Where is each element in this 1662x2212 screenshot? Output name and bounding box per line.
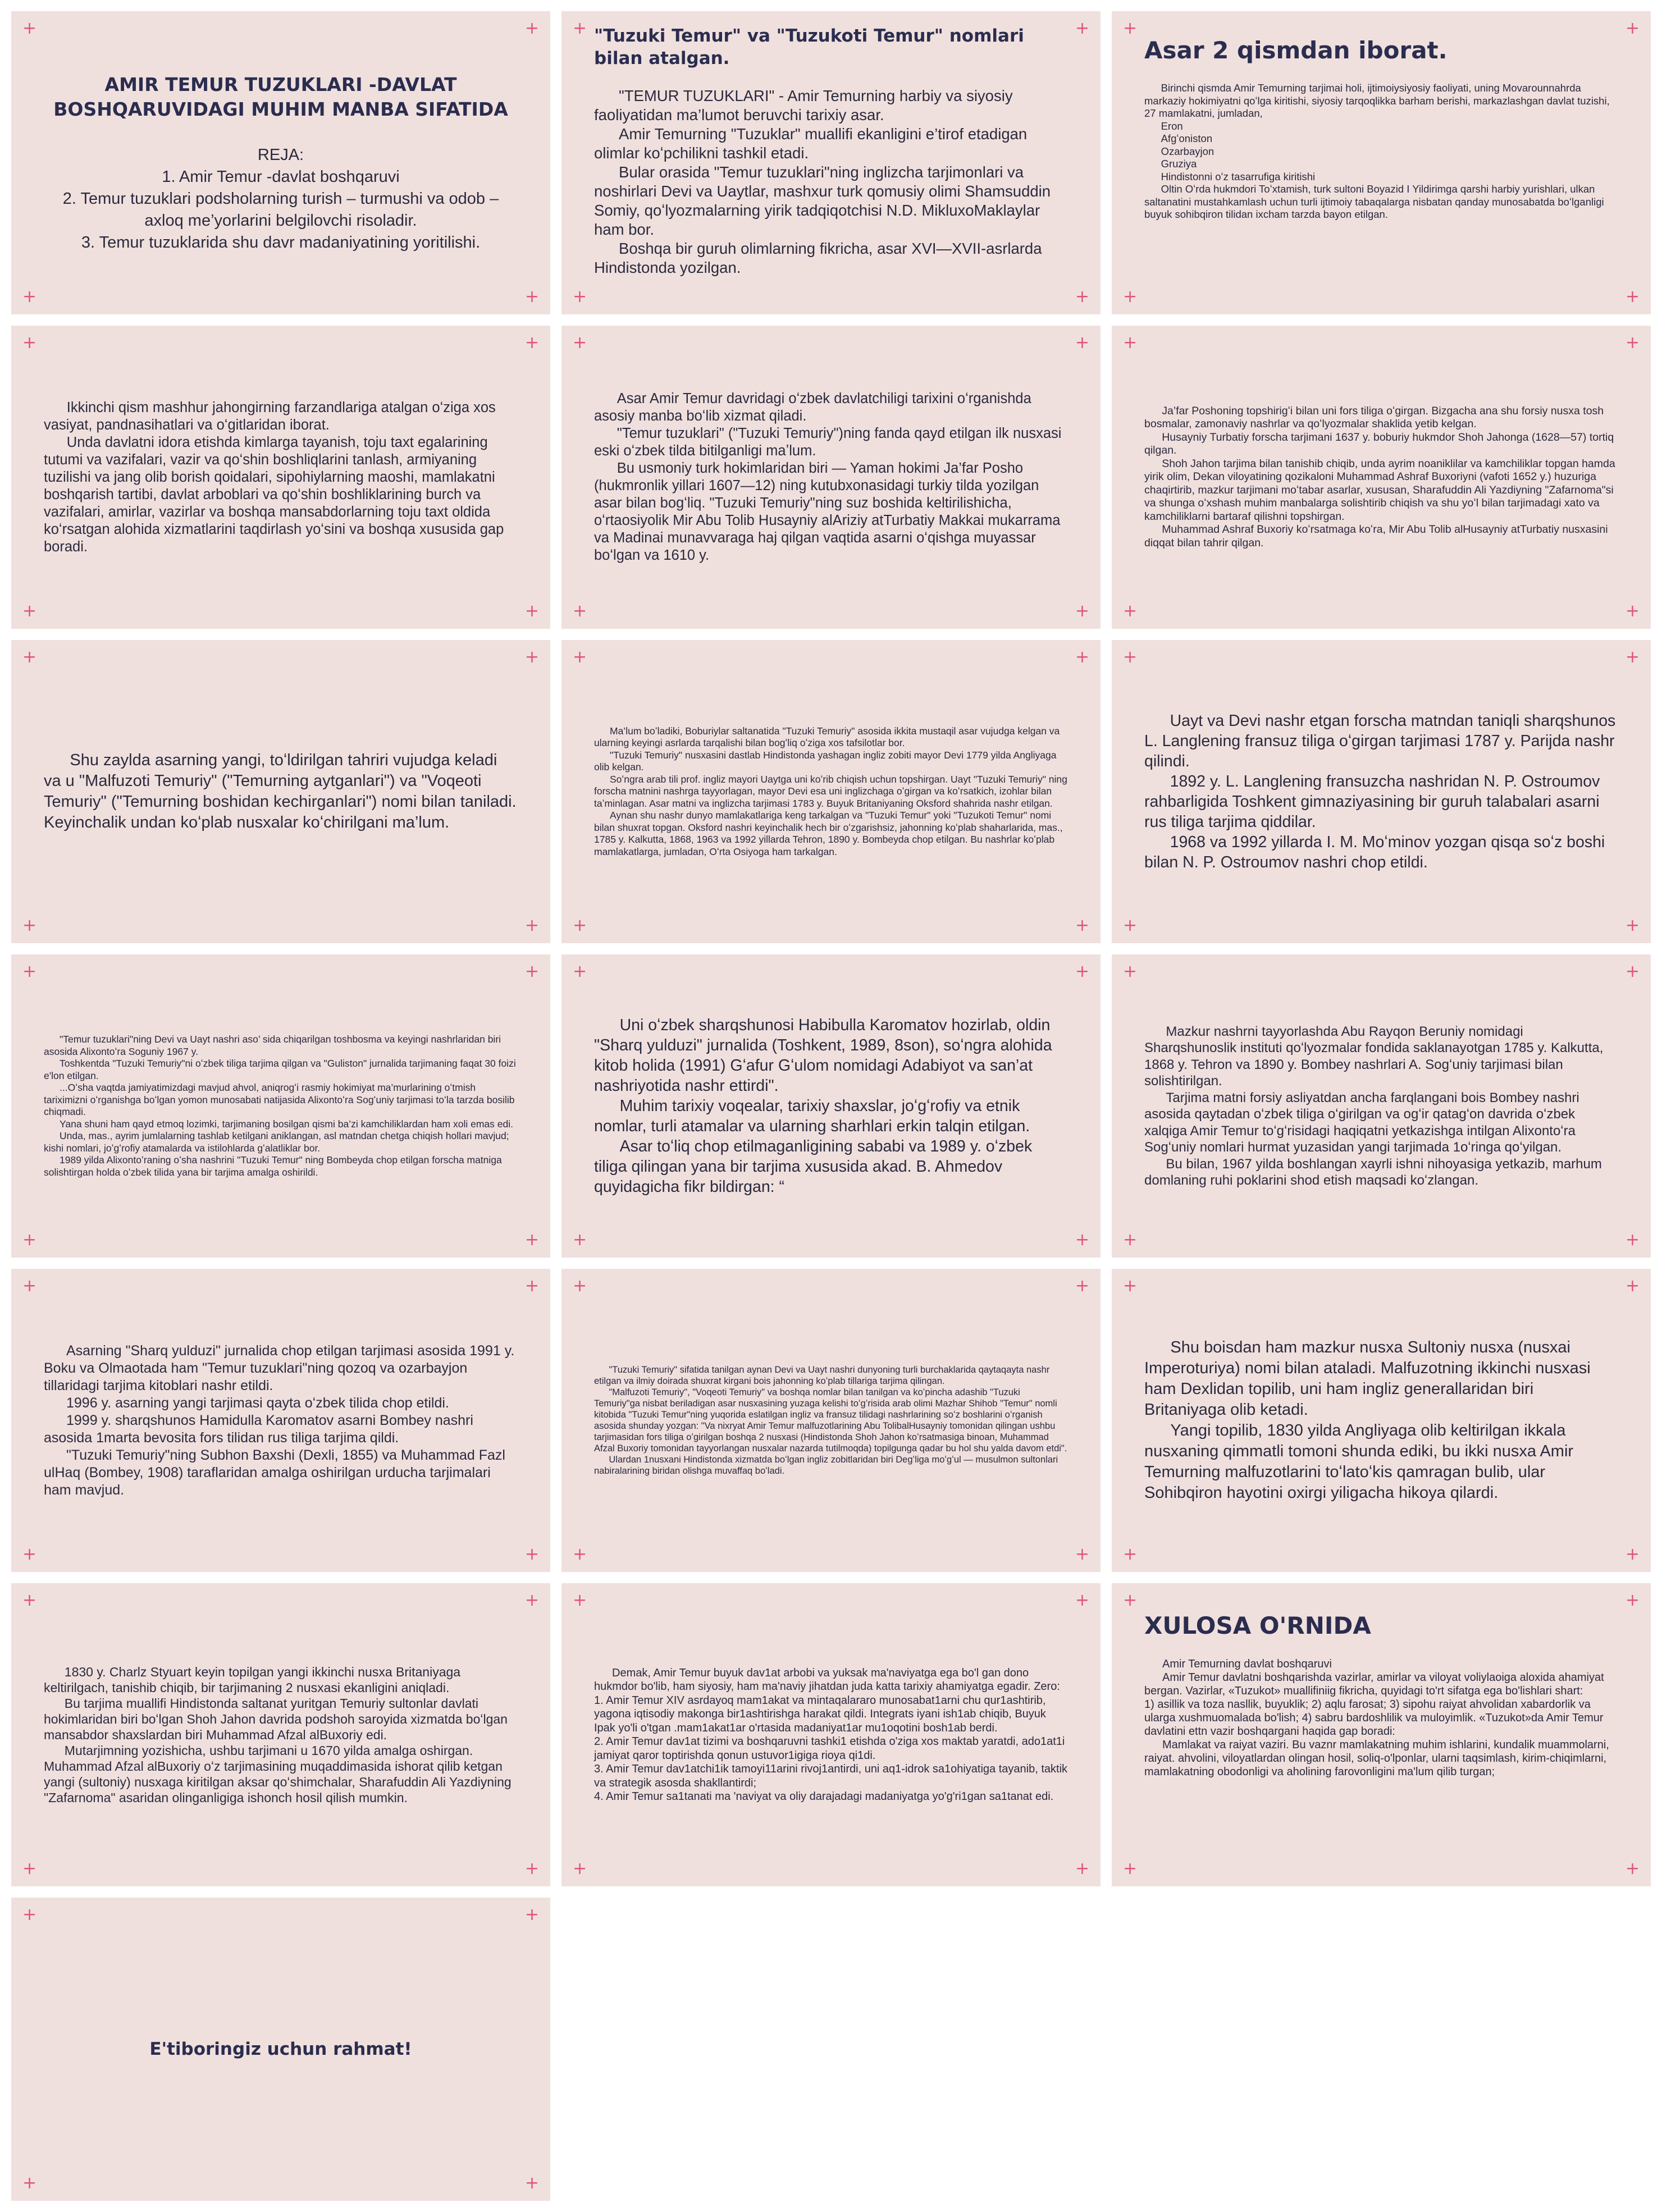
paragraph: Unda, mas., ayrim jumlalarning tashlab ketilgani aniklangan, asl matndan chetga chiqish hollari mavjud; kishi nomlari, joʻgʻrofiy atamalarda va istilohlarda gʻalatliklar bor. <box>44 1130 509 1154</box>
paragraph: Boshqa bir guruh olimlarning fikricha, asar XVI—XVII-asrlarda Hindistonda yozilgan. <box>594 240 1042 276</box>
paragraph: Mazkur nashrni tayyorlashda Abu Rayqon Beruniy nomidagi Sharqshunoslik instituti qoʻlyozmalar fondida saklanayotgan 1785 y. Kalkutta, 1868 y. Tehron va 1890 y. Bombey nashrlari A. Sogʻuniy tarjimasi bilan solishtirilgan. <box>1144 1023 1604 1089</box>
slide-body <box>1144 1657 1618 1779</box>
plus-icon: + <box>22 1230 37 1250</box>
slide-6[interactable] <box>1112 326 1651 629</box>
plus-icon: + <box>22 1905 37 1925</box>
paragraph: Muhim tarixiy voqealar, tarixiy shaxslar, joʻgʻrofiy va etnik nomlar, turli atamalar va ularning sharhlari erkin talqin etilgan. <box>594 1097 1030 1135</box>
plus-icon: + <box>1075 1859 1089 1879</box>
plus-icon: + <box>573 1276 587 1296</box>
slide-11[interactable] <box>561 954 1101 1258</box>
plus-icon: + <box>573 287 587 307</box>
plus-icon: + <box>1625 962 1640 981</box>
slide-title: "Tuzuki Temur" va "Tuzukoti Temur" nomlari bilan atalgan. <box>594 26 1024 68</box>
paragraph: 1830 y. Charlz Styuart keyin topilgan yangi ikkinchi nusxa Britaniyaga keltirilgach, tanishib chiqib, bir tarjimaning 2 nusxasi ekanligini aniqladi. <box>44 1665 461 1695</box>
plus-icon: + <box>524 1859 539 1879</box>
slide-content <box>594 977 1068 1235</box>
slide-body <box>1144 711 1618 872</box>
plus-icon: + <box>1075 1591 1089 1610</box>
slide-content <box>44 662 518 921</box>
paragraph: 1892 y. L. Langlening fransuzcha nashridan N. P. Ostroumov rahbarligida Toshkent gimnaziyasining bir guruh talabalari asarni rus tiliga tarjima qiddilar. <box>1144 773 1600 831</box>
paragraph: "Tuzuki Temuriy" nusxasini dastlab Hindistonda yashagan ingliz zobiti mayor Devi 1779 yilda Angliyaga olib kelgan. <box>594 749 1057 773</box>
slide-content <box>1144 662 1618 921</box>
paragraph: "Malfuzoti Temuriy", "Voqeoti Temuriy" va boshqa nomlar bilan tanilgan va koʻpincha adashib "Tuzuki Temuriy"ga nisbat beriladigan asar nusxasining yuzaga kelishi toʻgʻrisida arab olimi Mazhar Shihob "Temur" nomli kitobida "Tuzuki Temur"ning yuqorida eslatilgan ingliz va fransuz tilidagi nashrlarining soʻz boshlarini oʻrganish asosida shunday yozgan: "Va nixryat Amir Temur malfuzotlarining Abu TolibalHusayniy tomonidan qilingan ushbu tarjimasidan fors tiliga oʻgirilgan boshqa 2 nusxasi (Hindistonda Shoh Jahon koʻrsatmasiga binoan, Muhammad Afzal Buxoriy tomonidan tayyorlangan nusxalar nazarda tutilmoqda) topilgunga qadar bu hol shu yalda davom etdi". <box>594 1387 1067 1454</box>
slide-content <box>1144 1291 1618 1550</box>
plus-icon: + <box>1123 333 1138 353</box>
slide-content <box>594 1606 1068 1864</box>
plus-icon: + <box>22 647 37 667</box>
paragraph: "Tuzuki Temuriy" sifatida tanilgan aynan Devi va Uayt nashri dunyoning turli burchaklarida qaytaqayta nashr etilgan va ilmiy doirada shuxrat kirgani bois jahonning koʻplab tillariga tarjima qilingan. <box>594 1365 1050 1386</box>
slide-body <box>594 1666 1068 1804</box>
plus-icon: + <box>524 1905 539 1925</box>
slide-content <box>1144 977 1618 1235</box>
paragraph: Ja’far Poshoning topshirigʻi bilan uni fors tiliga oʻgirgan. Bizgacha ana shu forsiy nusxa tosh bosmalar, zamonaviy nashrlar va qoʻlyozmalar shaklida yetib kelgan. <box>1144 404 1604 431</box>
plus-icon: + <box>1075 962 1089 981</box>
slide-body <box>44 1664 518 1806</box>
slide-body <box>594 86 1072 277</box>
plus-icon: + <box>22 2173 37 2193</box>
plus-icon: + <box>1625 1591 1640 1610</box>
slide-content <box>44 1291 518 1550</box>
slide-10[interactable] <box>11 954 550 1258</box>
slide-body <box>1144 405 1618 550</box>
plus-icon: + <box>1123 916 1138 935</box>
plan-item: 1. Amir Temur -davlat boshqaruvi <box>162 167 400 186</box>
slide-3[interactable] <box>1112 11 1651 314</box>
slide-body <box>594 390 1068 564</box>
plus-icon: + <box>1123 647 1138 667</box>
plus-icon: + <box>1075 19 1089 38</box>
plus-icon: + <box>524 287 539 307</box>
slide-body <box>594 1015 1068 1197</box>
paragraph: Ikkinchi qism mashhur jahongirning farzandlariga atalgan oʻziga xos vasiyat, pandnasihatlari va oʻgitlaridan iborat. <box>44 399 496 433</box>
plus-icon: + <box>1123 1230 1138 1250</box>
slide-16[interactable] <box>11 1583 550 1886</box>
plus-icon: + <box>1075 1276 1089 1296</box>
plus-icon: + <box>573 1230 587 1250</box>
plus-icon: + <box>524 601 539 621</box>
paragraph: Ulardan 1nusxani Hindistonda xizmatda boʻlgan ingliz zobitlaridan biri Degʻliga moʻgʻul — musulmon sultonlari nabiralarining biridan olishga muvaffaq boʻladi. <box>594 1455 1058 1476</box>
paragraph: Shu boisdan ham mazkur nusxa Sultoniy nusxa (nusxai Imperoturiya) nomi bilan ataladi. Malfuzotning ikkinchi nusxasi ham Dexlidan topilib, uni ham ingliz generallaridan biri Britaniyaga olib ketadi. <box>1144 1338 1591 1419</box>
plus-icon: + <box>22 287 37 307</box>
paragraph: Shoh Jahon tarjima bilan tanishib chiqib, unda ayrim noaniklilar va kamchiliklar topgan hamda yirik olim, Dekan viloyatining qozikaloni Muhammad Ashraf Buxoriyni (vafoti 1652 y.) huzuriga chaqirtirib, mazkur tarjimani moʻtabar asarlar, xususan, Sharafuddin Ali Yazdiyning "Zafarnoma"si va shunga oʻxshash muhim manbalarga solishtirib chiqish va shu yoʻl bilan tarjimadagi xato va kamchiliklarni bartaraf qilishni topshirgan. <box>1144 457 1615 523</box>
list-item: 3. Amir Temur dav1atchi1ik tamoyi11arini rivoj1antirdi, uni aq1-idrok sa1ohiyatiga tayanib, taktik va strategik asosda shakllantirdi; <box>594 1763 1068 1789</box>
slide-body <box>1144 1337 1618 1503</box>
plus-icon: + <box>1075 333 1089 353</box>
slide-body <box>44 750 518 833</box>
plus-icon: + <box>1625 647 1640 667</box>
paragraph: "Tuzuki Temuriy"ning Subhon Baxshi (Dexli, 1855) va Muhammad Fazl ulHaq (Bombey, 1908) taraflaridan amalga oshirilgan urducha tarjimalari ham mavjud. <box>44 1447 505 1498</box>
paragraph: Amir Temur davlatni boshqarishda vazirlar, amirlar va viloyat voliylaoiga aloxida ahamiyat bergan. Vazirlar, «Tuzukot» muallifiniig fikricha, quyidagi to'rt sifatga ega bo'lishlari shart: <box>1144 1671 1604 1697</box>
plan-item: 3. Temur tuzuklarida shu davr madaniyatining yoritilishi. <box>81 233 481 252</box>
slide-title: AMIR TEMUR TUZUKLARI -DAVLAT BOSHQARUVIDAGI MUHIM MANBA SIFATIDA <box>53 73 508 120</box>
paragraph: ...Oʻsha vaqtda jamiyatimizdagi mavjud ahvol, aniqrogʻi rasmiy hokimiyat ma’murlarining oʻtmish tariximizni oʻrganishga boʻlgan yomon munosabati natijasida Alixontoʻra Sogʻuniy tarjimasi toʻla tarzda bosilib chiqmadi. <box>44 1082 515 1117</box>
plus-icon: + <box>1123 1591 1138 1610</box>
slide-body <box>594 725 1068 858</box>
slide-body <box>1144 82 1618 221</box>
slide-title: XULOSA O'RNIDA <box>1144 1612 1371 1639</box>
slide-15[interactable] <box>1112 1269 1651 1572</box>
plus-icon: + <box>1123 962 1138 981</box>
list-item: Gruziya <box>1161 158 1197 170</box>
plus-icon: + <box>1075 647 1089 667</box>
paragraph: Unda davlatni idora etishda kimlarga tayanish, toju taxt egalarining tutumi va vazifalari, vazir va qoʻshin boshliqlarini tanlash, armiyaning tuzilishi va jang olib borish qoidalari, sipohiylarning maoshi, mamlakatni boshqarish tartibi, davlat arboblari va qoʻshin boshliklarining burch va vazifalari, amirlar, vazirlar va boshqa mansabdorlarning toju taxt oldida koʻrsatgan alohida xizmatlarini taqdirlash yoʻsini va boshqa xususida gap boradi. <box>44 434 504 555</box>
paragraph: Toshkentda "Tuzuki Temuriy"ni oʻzbek tiliga tarjima qilgan va "Guliston" jurnalida tarjimaning faqat 30 foizi e'lon etilgan. <box>44 1058 516 1081</box>
slide-1[interactable] <box>11 11 550 314</box>
slide-body <box>44 399 518 556</box>
plus-icon: + <box>1123 601 1138 621</box>
plus-icon: + <box>22 601 37 621</box>
plus-icon: + <box>22 916 37 935</box>
paragraph: Birinchi qismda Amir Temurning tarjimai holi, ijtimoiysiyosiy faoliyati, uning Movarounnahrda markaziy hokimiyatni qoʻlga kiritishi, siyosiy tarqoqlikka barham berishi, markazlashgan davlat tuzishi, 27 mamlakatni, jumladan, <box>1144 82 1610 119</box>
slide-content <box>1144 36 1618 292</box>
list-item: 1. Amir Temur XIV asrdayoq mam1akat va mintaqalararo munosabat1arni chu qur1ashtirib, yagona iqtisodiy makonga bir1ashtirishga harakat qildi. Integrats iyani ish1ab chiqib, Buyuk Ipak yo'li o'tgan .mam1akat1ar o'rtasida madaniyat1ar mu1oqotini bosh1ab berdi. <box>594 1694 1046 1734</box>
plus-icon: + <box>1075 287 1089 307</box>
paragraph: 1996 y. asarning yangi tarjimasi qayta oʻzbek tilida chop etildi. <box>66 1395 449 1411</box>
paragraph: Asar Amir Temur davridagi oʻzbek davlatchiligi tarixini oʻrganishda asosiy manba boʻlib xizmat qiladi. <box>594 391 1031 424</box>
plus-icon: + <box>524 962 539 981</box>
paragraph: Bu usmoniy turk hokimlaridan biri — Yaman hokimi Ja’far Posho (hukmronlik yillari 1607—12) ning kutubxonasidagi turkiy tilda yozilgan asar bilan bogʻliq. "Tuzuki Temuriy"ning suz boshida keltirilishicha, oʻrtaosiyolik Mir Abu Tolib Husayniy alAriziy atTurbatiy Makkai mukarrama va Madinai munavvaraga haj qilgan vaqtida asarni oʻqishga muyassar boʻlgan va 1610 y. <box>594 460 1061 563</box>
slide-13[interactable] <box>11 1269 550 1572</box>
plus-icon: + <box>1625 1859 1640 1879</box>
list-item: Ozarbayjon <box>1161 145 1214 157</box>
plus-icon: + <box>573 647 587 667</box>
plus-icon: + <box>524 1544 539 1564</box>
paragraph: Mamlakat va raiyat vaziri. Bu vaznr mamlakatning muhim ishlarini, kundalik muammolarni, raiyat. ahvolini, viloyatlardan olingan hosil, soliq-o'lponlar, ularni taqsimlash, kirim-chiqimlarni, mamlakatning obodonligi va aholining farovonligini ma'lum qilib turgan; <box>1144 1739 1609 1778</box>
slide-content <box>1144 1611 1618 1864</box>
paragraph: Mutarjimning yozishicha, ushbu tarjimani u 1670 yilda amalga oshirgan. Muhammad Afzal alBuxoriy oʻz tarjimasining muqaddimasida ishorat qilib ketgan yangi (sultoniy) nusxaga kiritilgan aksar qoʻshimchalar, Sharafuddin Ali Yazdiyning "Zafarnoma" asaridan olinganligiga ishonch hosil qilish mumkin. <box>44 1743 512 1805</box>
paragraph: Amir Temurning davlat boshqaruvi <box>1162 1658 1332 1670</box>
slide-content <box>44 34 518 292</box>
paragraph: Soʻngra arab tili prof. ingliz mayori Uaytga uni koʻrib chiqish uchun topshirgan. Uayt "Tuzuki Temuriy" ning forscha matnini nashrga tayyorlagan, mayor Devi esa uni inglizchaga oʻgirgan va koʻrsatkich, izohlar bilan taʼminlagan. Asar matni va inglizcha tarjimasi 1783 y. Buyuk Britaniyaning Oksford shahrida nashr etilgan. <box>594 773 1067 809</box>
plan-list <box>44 144 518 254</box>
slide-8[interactable] <box>561 640 1101 943</box>
plus-icon: + <box>22 333 37 353</box>
slide-title: Asar 2 qismdan iborat. <box>1144 36 1448 64</box>
paragraph: Amir Temurning "Tuzuklar" muallifi ekanligini e’tirof etadigan olimlar koʻpchilikni tashkil etadi. <box>594 125 1028 162</box>
plus-icon: + <box>22 1591 37 1610</box>
paragraph: Uayt va Devi nashr etgan forscha matndan taniqli sharqshunos L. Langlening fransuz tiliga oʻgirgan tarjimasi 1787 y. Parijda nashr qilindi. <box>1144 712 1616 770</box>
plus-icon: + <box>22 962 37 981</box>
plus-icon: + <box>1123 1859 1138 1879</box>
paragraph: Aynan shu nashr dunyo mamlakatlariga keng tarkalgan va "Tuzuki Temur" yoki "Tuzukoti Temur" nomi bilan shuxrat topgan. Oksford nashri keyinchalik hech bir oʻzgarishsiz, jahonning koʻplab shaharlarida, mas., 1785 y. Kalkutta, 1868, 1963 va 1992 yillarda Tehron, 1890 y. Bombeyda chop etilgan. Bu nashrlar koʻplab mamlakatlarga, jumladan, Oʻrta Osiyoga ham tarkalgan. <box>594 810 1063 857</box>
list-item: Hindistonni oʻz tasarrufiga kiritishi <box>1161 170 1316 182</box>
slide-content <box>44 1606 518 1864</box>
slide-17[interactable] <box>561 1583 1101 1886</box>
slide-body <box>44 1342 518 1499</box>
slide-4[interactable] <box>11 326 550 629</box>
plus-icon: + <box>22 1276 37 1296</box>
slide-12[interactable] <box>1112 954 1651 1258</box>
plus-icon: + <box>524 647 539 667</box>
slide-content <box>44 1920 518 2178</box>
paragraph: Yana shuni ham qayd etmoq lozimki, tarjimaning bosilgan qismi ba’zi kamchiliklardan ham xoli emas edi. <box>60 1118 513 1130</box>
slide-7[interactable] <box>11 640 550 943</box>
plus-icon: + <box>573 1591 587 1610</box>
list-item: 4. Amir Temur sa1tanati ma 'naviyat va oliy darajadagi madaniyatga yo'g'ri1gan sa1tanat edi. <box>594 1790 1054 1803</box>
slide-content <box>1144 348 1618 606</box>
slide-body <box>594 1364 1068 1477</box>
paragraph: Yangi topilib, 1830 yilda Angliyaga olib keltirilgan ikkala nusxaning qimmatli tomoni shunda ediki, bu ikki nusxa Amir Temurning malfuzotlarini toʻlatoʻkis qamragan bulib, ular Sohibqiron hayotini oxirgi yiligacha hikoya qilardi. <box>1144 1422 1574 1502</box>
plus-icon: + <box>573 1859 587 1879</box>
plus-icon: + <box>573 916 587 935</box>
plus-icon: + <box>524 1591 539 1610</box>
paragraph: Tarjima matni forsiy asliyatdan ancha farqlangani bois Bombey nashri asosida qaytadan oʻzbek tiliga oʻgirilgan va ogʻir qatagʻon davrida oʻzbek xalqiga Amir Temur toʻgʻrisidagi haqiqatni yetkazishga intilgan Alixontoʻra Sogʻuniy nomlari hurmat yuzasidan yangi tarjimada 1oʻringa qoʻyilgan. <box>1144 1090 1579 1155</box>
plus-icon: + <box>573 601 587 621</box>
plus-icon: + <box>524 2173 539 2193</box>
paragraph: Bu tarjima muallifi Hindistonda saltanat yuritgan Temuriy sultonlar davlati hokimlaridan biri boʻlgan Shoh Jahon davrida podshoh saroyida xizmatda boʻlgan mansabdor shaxslardan biri Muhammad Afzal alBuxoriy edi. <box>44 1696 508 1742</box>
plus-icon: + <box>573 962 587 981</box>
plus-icon: + <box>524 333 539 353</box>
slide-content <box>44 348 518 606</box>
list-item: Afgʻoniston <box>1161 132 1213 144</box>
slide-19[interactable] <box>11 1898 550 2201</box>
plus-icon: + <box>1075 1544 1089 1564</box>
paragraph: "TEMUR TUZUKLARI" - Amir Temurning harbiy va siyosiy faoliyatidan ma’lumot beruvchi tarixiy asar. <box>594 87 1013 124</box>
paragraph: Asar toʻliq chop etilmaganligining sababi va 1989 y. oʻzbek tiliga qilingan yana bir tarjima xususida akad. B. Ahmedov quyidagicha fikr bildirgan: “ <box>594 1137 1033 1196</box>
slide-2[interactable] <box>561 11 1101 314</box>
plus-icon: + <box>1625 601 1640 621</box>
paragraph: "Temur tuzuklari" ("Tuzuki Temuriy")ning fanda qayd etilgan ilk nusxasi eski oʻzbek tilda bitilganligi maʼlum. <box>594 426 1062 459</box>
paragraph: Shu zaylda asarning yangi, toʻldirilgan tahriri vujudga keladi va u "Malfuzoti Temuriy" ("Temurning aytganlari") va "Voqeoti Temuriy" ("Temurning boshidan kechirganlari") nomi bilan taniladi. Keyinchalik undan koʻplab nusxalar koʻchirilgani ma’lum. <box>44 751 517 831</box>
slide-content <box>44 977 518 1235</box>
plus-icon: + <box>524 916 539 935</box>
plus-icon: + <box>1625 916 1640 935</box>
slide-14[interactable] <box>561 1269 1101 1572</box>
plus-icon: + <box>1625 1230 1640 1250</box>
paragraph: Bu bilan, 1967 yilda boshlangan xayrli ishni nihoyasiga yetkazib, marhum domlaning ruhi poklarini shod etish maqsadi koʻzlangan. <box>1144 1156 1602 1188</box>
plus-icon: + <box>524 1276 539 1296</box>
plus-icon: + <box>1123 287 1138 307</box>
plus-icon: + <box>22 19 37 38</box>
plus-icon: + <box>573 333 587 353</box>
paragraph: 1989 yilda Alixontoʻraning oʻsha nashrini "Tuzuki Temur" ning Bombeyda chop etilgan forscha matniga solishtirgan holda oʻzbek tilida yana bir tarjima amalga oshirildi. <box>44 1154 502 1178</box>
plus-icon: + <box>524 19 539 38</box>
plus-icon: + <box>22 1544 37 1564</box>
paragraph: Uni oʻzbek sharqshunosi Habibulla Karomatov hozirlab, oldin "Sharq yulduzi" jurnalida (Toshkent, 1989, 8son), soʻngra alohida kitob holida (1991) Gʻafur Gʻulom nomidagi Adabiyot va san’at nashriyotida nashr ettirdi". <box>594 1016 1052 1095</box>
paragraph: Asarning "Sharq yulduzi" jurnalida chop etilgan tarjimasi asosida 1991 y. Boku va Olmaotada ham "Temur tuzuklari"ning qozoq va ozarbayjon tillaridagi tarjima kitoblari nashr etildi. <box>44 1342 515 1393</box>
slide-content <box>594 25 1072 292</box>
plus-icon: + <box>1625 287 1640 307</box>
slide-content <box>594 662 1068 921</box>
paragraph: 1) asillik va toza nasllik, buyuklik; 2) aqlu farosat; 3) sipohu raiyat ahvolidan xabardorlik va ularga xushmuomalada bo'lish; 4) sabru bardoshlilik va muloyimlik. «Tuzukot»da Amir Temur davlatini ettn vazir boshqargani haqida gap boradi: <box>1144 1698 1604 1738</box>
slide-body <box>1144 1023 1618 1189</box>
plus-icon: + <box>1625 1276 1640 1296</box>
paragraph: Ma’lum boʻladiki, Boburiylar saltanatida "Tuzuki Temuriy" asosida ikkita mustaqil asar vujudga kelgan va ularning keyingi asrlarda tarqalishi bilan bogʻliq oʻziga xos tafsilotlar bor. <box>594 725 1060 749</box>
plus-icon: + <box>1123 1544 1138 1564</box>
plus-icon: + <box>1075 1230 1089 1250</box>
plus-icon: + <box>22 1859 37 1879</box>
slide-9[interactable] <box>1112 640 1651 943</box>
slide-content <box>594 1291 1068 1550</box>
list-item: Eron <box>1161 120 1183 132</box>
slide-content <box>594 348 1068 606</box>
paragraph: Bular orasida "Temur tuzuklari"ning inglizcha tarjimonlari va noshirlari Devi va Uaytlar, mashxur turk qomusiy olimi Shamsuddin Somiy, qoʻlyozmalarning yirik tadqiqotchisi N.D. MikluxoMaklaylar ham bor. <box>594 163 1051 238</box>
plan-item: 2. Temur tuzuklari podsholarning turish – turmushi va odob – axloq me’yorlarini belgilovchi risoladir. <box>62 189 499 230</box>
paragraph: 1999 y. sharqshunos Hamidulla Karomatov asarni Bombey nashri asosida 1marta bevosita fors tilidan rus tiliga tarjima qildi. <box>44 1412 473 1446</box>
plus-icon: + <box>1625 1544 1640 1564</box>
paragraph: Muhammad Ashraf Buxoriy koʻrsatmaga koʻra, Mir Abu Tolib alHusayniy atTurbatiy nusxasini diqqat bilan tahrir qilgan. <box>1144 523 1608 549</box>
list-item: 2. Amir Temur dav1at tizimi va boshqaruvni tashki1 etishda o'ziga xos maktab yaratdi, ado1at1i jamiyat qaror toptirishda qonun ustuvor1igiga rioya qi1di. <box>594 1735 1065 1762</box>
slide-body <box>44 1034 518 1178</box>
paragraph: 1968 va 1992 yillarda I. M. Moʻminov yozgan qisqa soʻz boshi bilan N. P. Ostroumov nashri chop etildi. <box>1144 833 1605 871</box>
plus-icon: + <box>1075 916 1089 935</box>
paragraph: "Temur tuzuklari"ning Devi va Uayt nashri aso’ sida chiqarilgan toshbosma va keyingi nashrlaridan biri asosida Alixontoʻra Soguniy 1967 y. <box>44 1034 501 1057</box>
plus-icon: + <box>1123 1276 1138 1296</box>
paragraph: Demak, Amir Temur buyuk dav1at arbobi va yuksak ma'naviyatga ega bo'l gan dono hukmdor bo'lib, ham siyosiy, ham ma'naviy jihatdan juda katta tarixiy ahamiyatga egadir. Zero: <box>594 1666 1060 1693</box>
slide-5[interactable] <box>561 326 1101 629</box>
plus-icon: + <box>1075 601 1089 621</box>
slide-18[interactable] <box>1112 1583 1651 1886</box>
plus-icon: + <box>1625 19 1640 38</box>
paragraph: Oltin Oʻrda hukmdori Toʻxtamish, turk sultoni Boyazid I Yildirimga qarshi harbiy yurishlari, ulkan saltanatini mustahkamlash uchun turli ijtimoiy tabaqalarga nisbatan qanday munosabatda boʻlganligi buyuk sohibqiron tilidan ixcham tarzda bayon etilgan. <box>1144 183 1604 220</box>
thanks-message: E'tiboringiz uchun rahmat! <box>149 2039 412 2059</box>
plan-heading: REJA: <box>257 145 304 164</box>
plus-icon: + <box>573 1544 587 1564</box>
plus-icon: + <box>1625 333 1640 353</box>
paragraph: Husayniy Turbatiy forscha tarjimani 1637 y. boburiy hukmdor Shoh Jahonga (1628—57) tortiq qilgan. <box>1144 431 1614 457</box>
plus-icon: + <box>524 1230 539 1250</box>
plus-icon: + <box>1123 19 1138 38</box>
plus-icon: + <box>573 19 587 38</box>
